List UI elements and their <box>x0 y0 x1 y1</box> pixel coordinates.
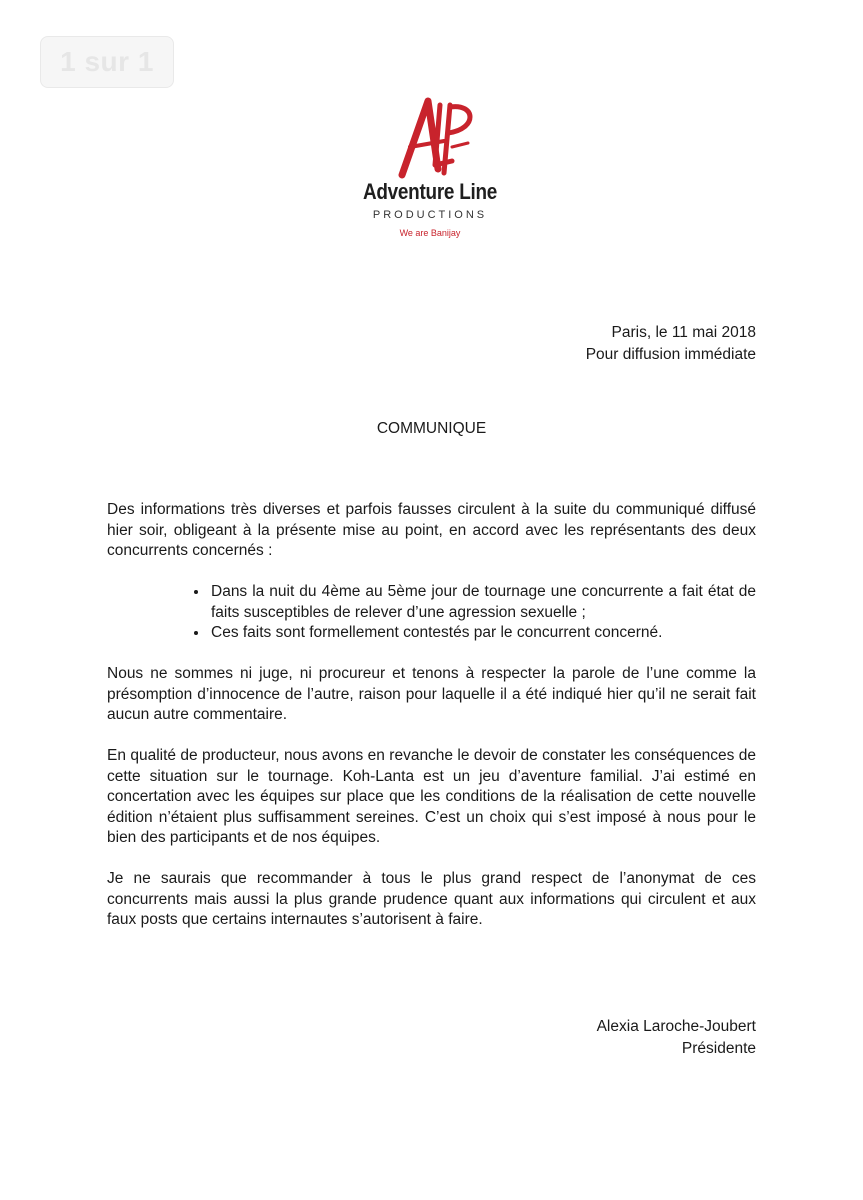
company-logo <box>340 95 520 255</box>
document-title: COMMUNIQUE <box>376 420 487 437</box>
document-body <box>107 500 756 951</box>
date-block <box>586 322 756 366</box>
paragraph-4: Je ne saurais que recommander à tous le plus grand respect de l’anonymat de ces concurrents mais aussi la plus grande prudence quant aux informations qui circulent et aux faux posts que certains internautes s’autorisent à faire. <box>107 870 756 928</box>
distribution-note: Pour diffusion immédiate <box>585 346 756 363</box>
signatory-role: Présidente <box>681 1040 756 1057</box>
signatory-name: Alexia Laroche-Joubert <box>596 1018 756 1035</box>
place-date: Paris, le 11 mai 2018 <box>611 324 756 341</box>
list-item: • Dans la nuit du 4ème au 5ème jour de tournage une concurrente a fait état de faits susceptibles de relever d’une agression sexuelle ; <box>209 582 756 623</box>
list-item: • Ces faits sont formellement contestés par le concurrent concerné. <box>209 623 756 644</box>
logo-name: Adventure Line <box>362 179 498 204</box>
paragraph-3: En qualité de producteur, nous avons en revanche le devoir de constater les conséquences de cette situation sur le tournage. Koh-Lanta est un jeu d’aventure familial. J’ai estimé en concertation avec les équipes sur place que les conditions de la réalisation de cette nouvelle édition n’étaient plus suffisamment sereines. C’est un choix qui s’est imposé à nous pour le bien des participants et de nos équipes. <box>107 747 756 846</box>
alp-monogram-icon <box>340 95 520 179</box>
signature-block <box>597 1016 756 1060</box>
paragraph-intro: Des informations très diverses et parfois fausses circulent à la suite du communiqué diffusé hier soir, obligeant à la présente mise au point, en accord avec les représentants des deux concurrents concernés : <box>107 501 756 559</box>
page-indicator: 1 sur 1 <box>40 36 174 88</box>
paragraph-2: Nous ne sommes ni juge, ni procureur et tenons à respecter la parole de l’une comme la présomption d’innocence de l’autre, raison pour laquelle il a été indiqué hier qu’il ne serait fait aucun autre commentaire. <box>107 665 756 723</box>
logo-subtitle: PRODUCTIONS <box>372 209 488 221</box>
bullet-list <box>107 582 756 644</box>
logo-tagline: We are Banijay <box>399 228 461 238</box>
